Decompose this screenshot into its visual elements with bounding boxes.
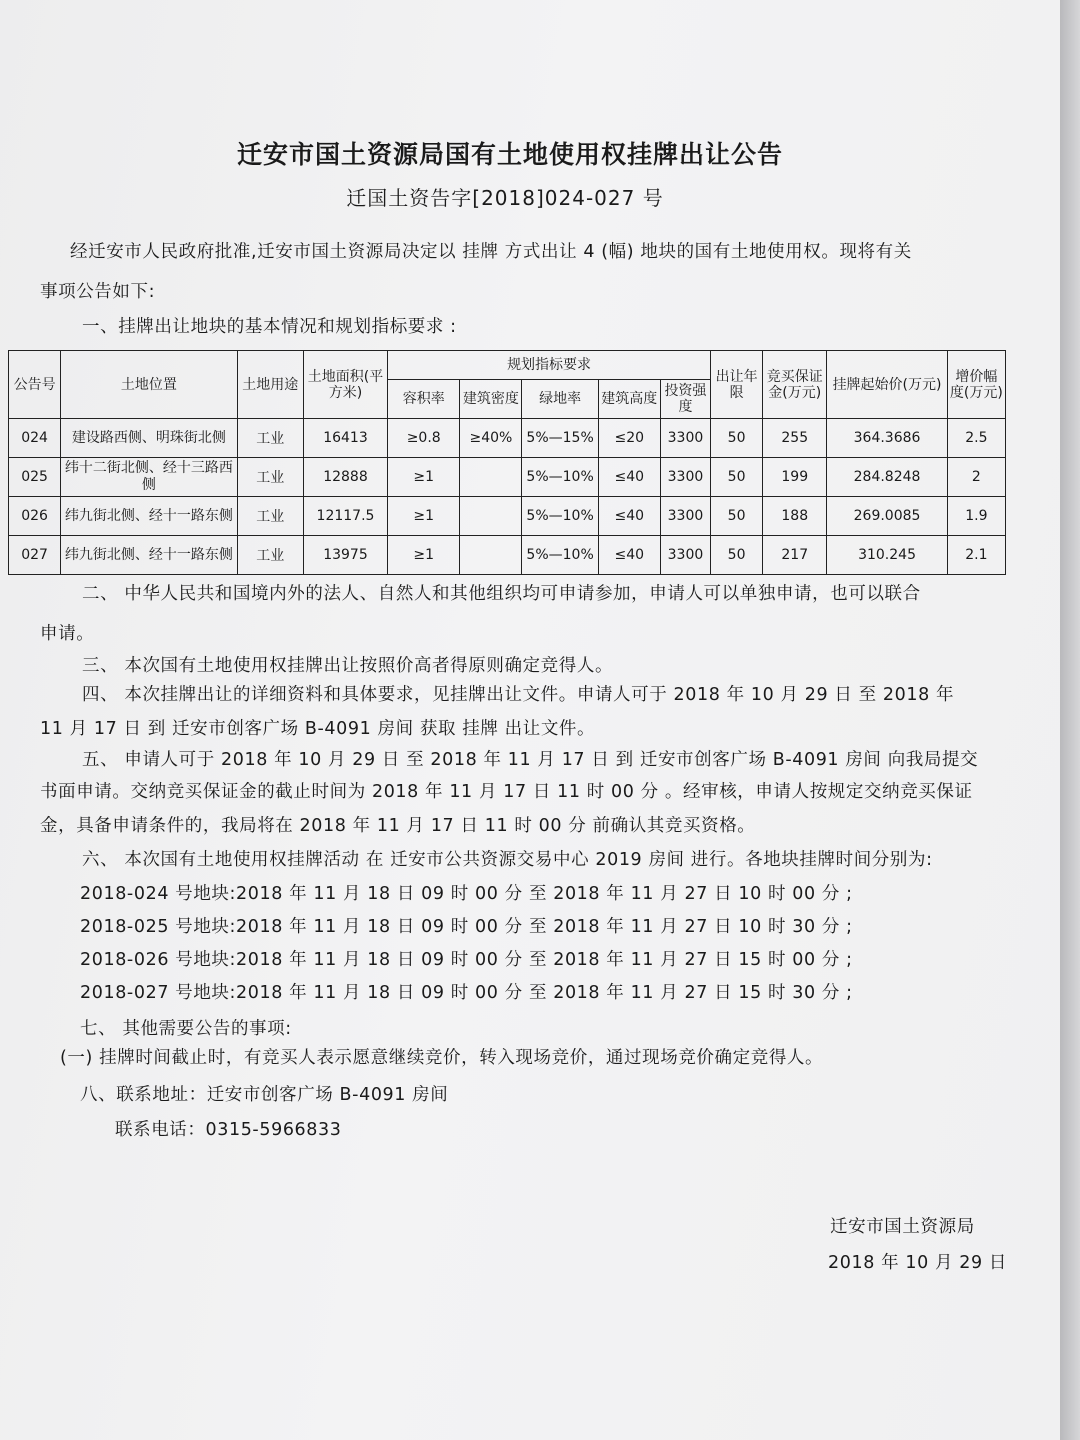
header-building-density: 建筑密度 [460, 380, 522, 419]
cell-start-price: 310.245 [827, 536, 947, 575]
section-4-line-2: 11 月 17 日 到 迁安市创客广场 B-4091 房间 获取 挂牌 出让文件。 [40, 719, 596, 739]
cell-notice-no: 027 [9, 536, 61, 575]
cell-area: 12888 [303, 458, 387, 497]
cell-deposit: 255 [763, 419, 827, 458]
cell-building-density [460, 497, 522, 536]
header-deposit: 竞买保证金(万元) [763, 351, 827, 419]
cell-notice-no: 026 [9, 497, 61, 536]
cell-building-density [460, 458, 522, 497]
cell-building-height: ≤40 [598, 536, 660, 575]
cell-term: 50 [711, 419, 763, 458]
cell-plot-ratio: ≥1 [388, 536, 460, 575]
table-row [9, 458, 1006, 497]
intro-line-1: 经迁安市人民政府批准,迁安市国土资源局决定以 挂牌 方式出让 4 (幅) 地块的国有土地使用权。现将有关 [70, 242, 912, 262]
header-green-ratio: 绿地率 [522, 380, 598, 419]
schedule-item: 2018-025 号地块:2018 年 11 月 18 日 09 时 00 分 至 2018 年 11 月 27 日 10 时 30 分 ; [80, 917, 853, 937]
header-increment: 增价幅度(万元) [947, 351, 1005, 419]
header-land-use: 土地用途 [237, 351, 303, 419]
section-2-line-1: 二、 中华人民共和国境内外的法人、自然人和其他组织均可申请参加，申请人可以单独申请，也可以联合 [82, 584, 921, 604]
cell-deposit: 199 [763, 458, 827, 497]
cell-area: 16413 [303, 419, 387, 458]
cell-plot-ratio: ≥1 [388, 497, 460, 536]
header-building-height: 建筑高度 [598, 380, 660, 419]
cell-increment: 2 [947, 458, 1005, 497]
section-5-line-3: 金，具备申请条件的，我局将在 2018 年 11 月 17 日 11 时 00 分 前确认其竞买资格。 [40, 816, 756, 836]
cell-deposit: 188 [763, 497, 827, 536]
header-notice-no: 公告号 [9, 351, 61, 419]
section-5-line-1: 五、 申请人可于 2018 年 10 月 29 日 至 2018 年 11 月 17 日 到 迁安市创客广场 B-4091 房间 向我局提交 [82, 750, 979, 770]
cell-building-density: ≥40% [460, 419, 522, 458]
cell-land-use: 工业 [237, 536, 303, 575]
cell-increment: 2.1 [947, 536, 1005, 575]
cell-location: 纬九街北侧、经十一路东侧 [61, 536, 238, 575]
paper-edge-shadow [1060, 0, 1080, 1440]
header-planning: 规划指标要求 [388, 351, 711, 380]
cell-building-height: ≤20 [598, 419, 660, 458]
document-title: 迁安市国土资源局国有土地使用权挂牌出让公告 [236, 140, 783, 169]
section-3: 三、 本次国有土地使用权挂牌出让按照价高者得原则确定竞得人。 [82, 656, 614, 676]
cell-investment-intensity: 3300 [660, 458, 710, 497]
cell-location: 建设路西侧、明珠街北侧 [61, 419, 238, 458]
cell-location: 纬十二街北侧、经十三路西侧 [61, 458, 238, 497]
cell-increment: 1.9 [947, 497, 1005, 536]
header-location: 土地位置 [61, 351, 238, 419]
cell-investment-intensity: 3300 [660, 419, 710, 458]
cell-notice-no: 024 [9, 419, 61, 458]
section-4-line-1: 四、 本次挂牌出让的详细资料和具体要求，见挂牌出让文件。申请人可于 2018 年 10 月 29 日 至 2018 年 [82, 685, 955, 705]
table-row [9, 536, 1006, 575]
cell-plot-ratio: ≥0.8 [388, 419, 460, 458]
cell-increment: 2.5 [947, 419, 1005, 458]
contact-phone: 联系电话：0315-5966833 [115, 1120, 342, 1140]
cell-building-height: ≤40 [598, 497, 660, 536]
signature-date: 2018 年 10 月 29 日 [828, 1253, 1007, 1273]
cell-location: 纬九街北侧、经十一路东侧 [61, 497, 238, 536]
cell-green-ratio: 5%—10% [522, 536, 598, 575]
schedule-item: 2018-026 号地块:2018 年 11 月 18 日 09 时 00 分 至 2018 年 11 月 27 日 15 时 00 分 ; [80, 950, 853, 970]
cell-building-height: ≤40 [598, 458, 660, 497]
cell-notice-no: 025 [9, 458, 61, 497]
section-7-heading: 七、 其他需要公告的事项: [80, 1019, 292, 1039]
cell-start-price: 284.8248 [827, 458, 947, 497]
cell-land-use: 工业 [237, 497, 303, 536]
cell-green-ratio: 5%—15% [522, 419, 598, 458]
cell-deposit: 217 [763, 536, 827, 575]
land-parcel-table [8, 350, 1006, 575]
table-header-row [9, 351, 1006, 380]
section-7-item-1: (一) 挂牌时间截止时，有竞买人表示愿意继续竞价，转入现场竞价，通过现场竞价确定竞得人。 [60, 1048, 824, 1068]
cell-area: 12117.5 [303, 497, 387, 536]
section-5-line-2: 书面申请。交纳竞买保证金的截止时间为 2018 年 11 月 17 日 11 时 00 分 。经审核，申请人按规定交纳竞买保证 [40, 782, 973, 802]
cell-term: 50 [711, 458, 763, 497]
cell-plot-ratio: ≥1 [388, 458, 460, 497]
header-start-price: 挂牌起始价(万元) [827, 351, 947, 419]
cell-investment-intensity: 3300 [660, 497, 710, 536]
cell-green-ratio: 5%—10% [522, 458, 598, 497]
cell-term: 50 [711, 497, 763, 536]
cell-land-use: 工业 [237, 419, 303, 458]
cell-area: 13975 [303, 536, 387, 575]
document-number: 迁国土资告字[2018]024-027 号 [346, 186, 664, 210]
cell-investment-intensity: 3300 [660, 536, 710, 575]
cell-building-density [460, 536, 522, 575]
schedule-item: 2018-027 号地块:2018 年 11 月 18 日 09 时 00 分 至 2018 年 11 月 27 日 15 时 30 分 ; [80, 983, 853, 1003]
schedule-item: 2018-024 号地块:2018 年 11 月 18 日 09 时 00 分 至 2018 年 11 月 27 日 10 时 00 分 ; [80, 884, 853, 904]
table-row [9, 419, 1006, 458]
cell-green-ratio: 5%—10% [522, 497, 598, 536]
header-term: 出让年限 [711, 351, 763, 419]
section-1-heading: 一、挂牌出让地块的基本情况和规划指标要求 : [82, 317, 457, 337]
header-investment-intensity: 投资强度 [660, 380, 710, 419]
cell-start-price: 364.3686 [827, 419, 947, 458]
cell-term: 50 [711, 536, 763, 575]
header-plot-ratio: 容积率 [388, 380, 460, 419]
section-6-line-1: 六、 本次国有土地使用权挂牌活动 在 迁安市公共资源交易中心 2019 房间 进行。各地块挂牌时间分别为: [82, 850, 933, 870]
header-area: 土地面积(平方米) [303, 351, 387, 419]
table-row [9, 497, 1006, 536]
intro-line-2: 事项公告如下: [40, 282, 156, 302]
cell-land-use: 工业 [237, 458, 303, 497]
signature-organization: 迁安市国土资源局 [830, 1217, 975, 1237]
section-8-address: 八、联系地址：迁安市创客广场 B-4091 房间 [80, 1085, 449, 1105]
section-2-line-2: 申请。 [40, 624, 95, 644]
cell-start-price: 269.0085 [827, 497, 947, 536]
